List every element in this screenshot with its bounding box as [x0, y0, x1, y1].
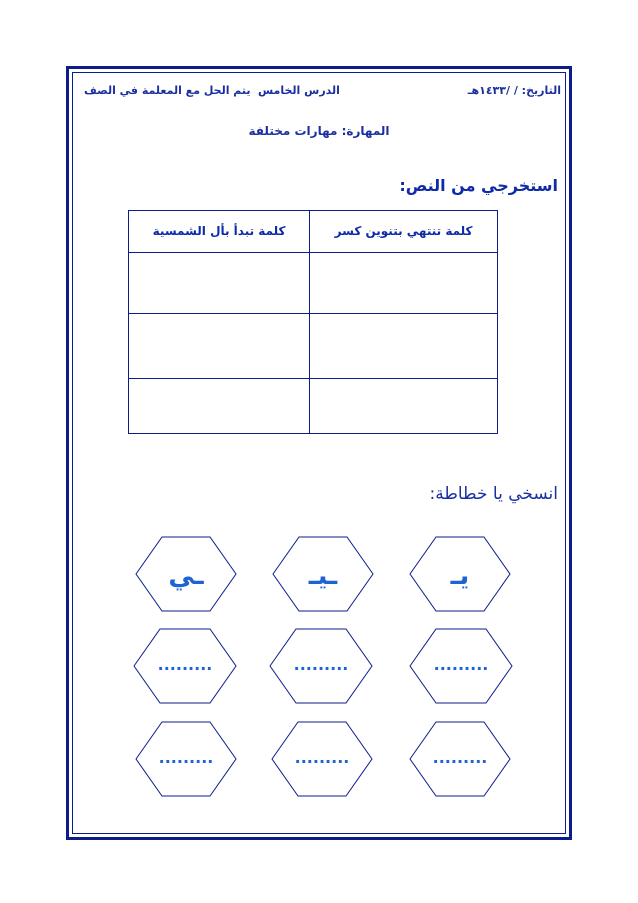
- extract-title: استخرجي من النص:: [399, 176, 558, 195]
- column-header-kasr: كلمة تنتهي بتنوين كسر: [310, 211, 498, 253]
- lesson-label: الدرس الخامس: [258, 84, 340, 97]
- copy-title: انسخي يا خطاطة:: [429, 484, 558, 504]
- copy-dots[interactable]: .........: [433, 655, 489, 674]
- letter-medial: ـيـ: [308, 561, 338, 591]
- note-label: يتم الحل مع المعلمة في الصف: [84, 84, 251, 97]
- copy-dots[interactable]: .........: [158, 748, 214, 767]
- skill-title: المهارة: مهارات مختلفة: [248, 124, 390, 138]
- copy-dots[interactable]: .........: [157, 655, 213, 674]
- copy-dots[interactable]: .........: [432, 748, 488, 767]
- date-label: التاريخ: / /١٤٣٣هـ: [467, 84, 561, 97]
- letter-final: ـي: [168, 561, 204, 591]
- letter-initial: يـ: [450, 561, 470, 591]
- column-header-shamsiya: كلمة تبدأ بأل الشمسية: [129, 211, 310, 253]
- copy-dots[interactable]: .........: [294, 748, 350, 767]
- copy-dots[interactable]: .........: [293, 655, 349, 674]
